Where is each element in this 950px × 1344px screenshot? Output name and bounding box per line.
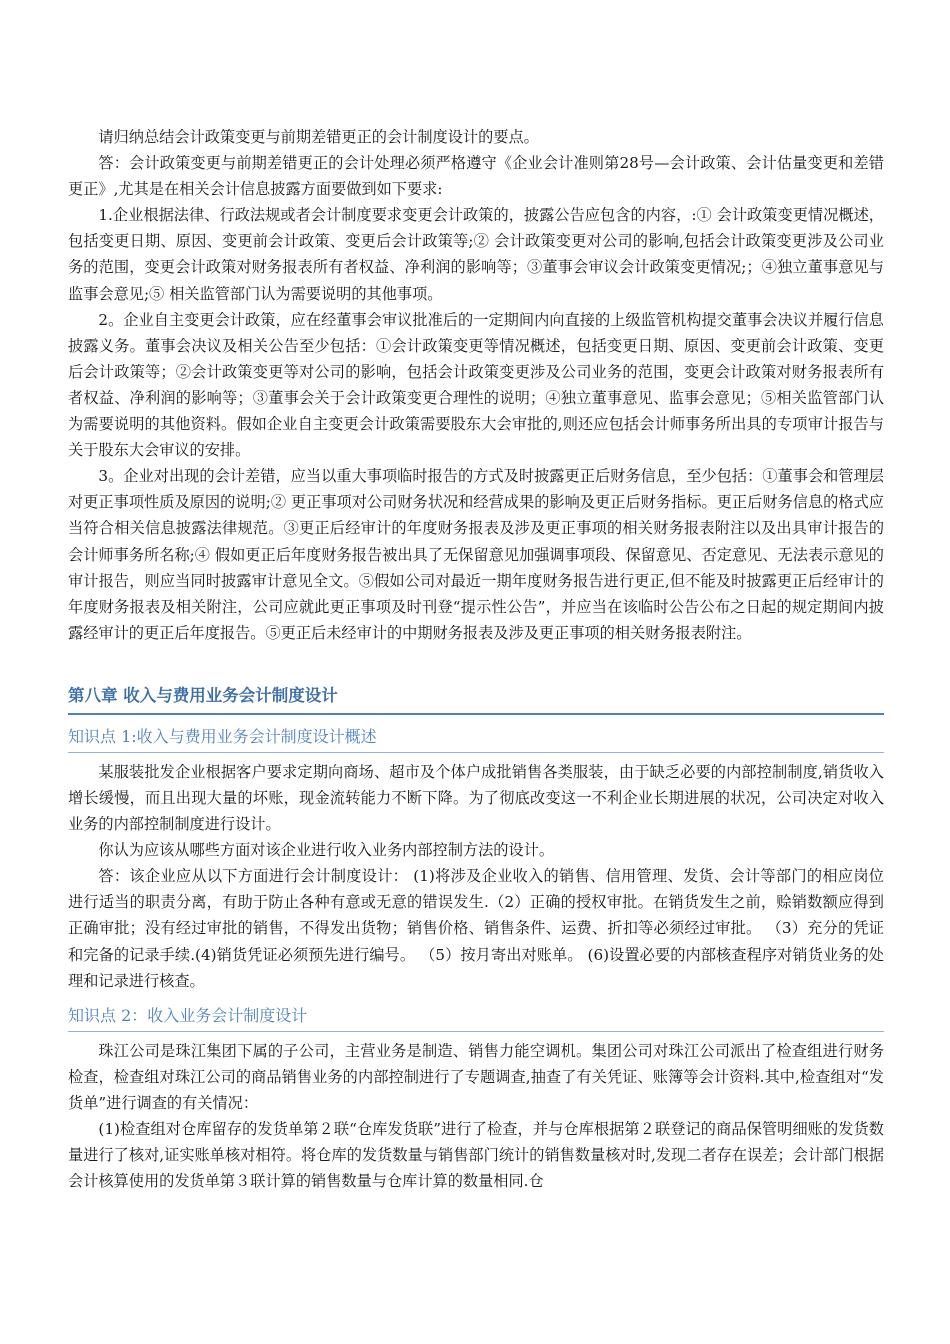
chapter-heading: 第八章 收入与费用业务会计制度设计 <box>68 684 884 715</box>
section-gap <box>68 646 884 684</box>
knowledge-point-1-heading: 知识点 1:收入与费用业务会计制度设计概述 <box>68 725 884 753</box>
intro-point-3: 3。企业对出现的会计差错，应当以重大事项临时报告的方式及时披露更正后财务信息，至少包括：①董事会和管理层对更正事项性质及原因的说明;② 更正事项对公司财务状况和经营成果的影响及更正后财务指标。更正后财务信息的格式应当符合相关信息披露法律规范。③更正后经审计的年度财务报表及涉及更正事项的相关财务报表附注以及出具审计报告的会计师事务所名称;④ 假如更正后年度财务报告被出具了无保留意见加强调事项段、保留意见、否定意见、无法表示意见的审计报告，则应当同时披露审计意见全文。⑤假如公司对最近一期年度财务报告进行更正,但不能及时披露更正后经审计的年度财务报表及相关附注，公司应就此更正事项及时刊登“提示性公告”，并应当在该临时公告公布之日起的规定期间内披露经审计的更正后年度报告。⑤更正后未经审计的中期财务报表及涉及更正事项的相关财务报表附注。 <box>68 467 884 642</box>
kp1-case: 某服装批发企业根据客户要求定期向商场、超市及个体户成批销售各类服装，由于缺乏必要的内部控制制度,销货收入增长缓慢，而且出现大量的坏账，现金流转能力不断下降。为了彻底改变这一不利企业长期进展的状况，公司决定对收入业务的内部控制制度进行设计。 <box>68 762 884 834</box>
knowledge-point-2-heading: 知识点 2：收入业务会计制度设计 <box>68 1004 884 1032</box>
heading-gap <box>68 994 884 1004</box>
intro-point-1: 1.企业根据法律、行政法规或者会计制度要求变更会计政策的，披露公告应包含的内容，:① 会计政策变更情况概述，包括变更日期、原因、变更前会计政策、变更后会计政策等;② 会计政策变更对公司的影响,包括会计政策变更涉及公司业务的范围，变更会计政策对财务报表所有者权益、净利润的影响等；③董事会审议会计政策变更情况;；④独立董事意见与监事会意见;⑤ 相关监管部门认为需要说明的其他事项。 <box>68 206 884 303</box>
kp2-case: 珠江公司是珠江集团下属的子公司，主营业务是制造、销售力能空调机。集团公司对珠江公司派出了检查组进行财务检查，检查组对珠江公司的商品销售业务的内部控制进行了专题调查,抽查了有关凭证、账簿等会计资料.其中,检查组对“发货单”进行调查的有关情况： <box>68 1041 884 1112</box>
kp1-question: 你认为应该从哪些方面对该企业进行收入业务内部控制方法的设计。 <box>98 841 555 860</box>
kp1-answer: 答：该企业应从以下方面进行会计制度设计： (1)将涉及企业收入的销售、信用管理、发货、会计等部门的相应岗位进行适当的职责分离，有助于防止各种有意或无意的错误发生.（2）正确的授权审批。在销货发生之前，赊销数额应得到正确审批；没有经过审批的销售，不得发出货物；销售价格、销售条件、运费、折扣等必须经过审批。 （3）充分的凭证和完备的记录手续.(4)销货凭证必须预先进行编号。 （5）按月寄出对账单。 (6)设置必要的内部核查程序对销货业务的处理和记录进行核查。 <box>68 867 884 990</box>
intro-point-2: 2。企业自主变更会计政策，应在经董事会审议批准后的一定期间内向直接的上级监管机构提交董事会决议并履行信息披露义务。董事会决议及相关公告至少包括：①会计政策变更等情况概述，包括变更日期、原因、变更前会计政策、变更后会计政策等；②会计政策变更等对公司的影响，包括会计政策变更涉及公司业务的范围，变更会计政策对财务报表所有者权益、净利润的影响等；③董事会关于会计政策变更合理性的说明；④独立董事意见、监事会意见；⑤相关监管部门认为需要说明的其他资料。假如企业自主变更会计政策需要股东大会审批的,则还应包括会计师事务所出具的专项审计报告与关于股东大会审议的安排。 <box>68 310 884 460</box>
intro-question: 请归纳总结会计政策变更与前期差错更正的会计制度设计的要点。 <box>98 128 539 146</box>
intro-answer-lead: 答：会计政策变更与前期差错更正的会计处理必须严格遵守《企业会计准则第28号—会计政策、会计估量变更和差错更正》,尤其是在相关会计信息披露方面要做到如下要求: <box>68 154 884 199</box>
heading-gap <box>68 715 884 725</box>
kp2-item-1: (1)检查组对仓库留存的发货单第２联“仓库发货联”进行了检查，并与仓库根据第２联登记的商品保管明细账的发货数量进行了核对,证实账单核对相符。将仓库的发货数量与销售部门统计的销售数量核对时,发现二者存在误差；会计部门根据会计核算使用的发货单第３联计算的销售数量与仓库计算的数量相同.仓 <box>68 1120 884 1191</box>
document-body <box>68 124 884 1194</box>
